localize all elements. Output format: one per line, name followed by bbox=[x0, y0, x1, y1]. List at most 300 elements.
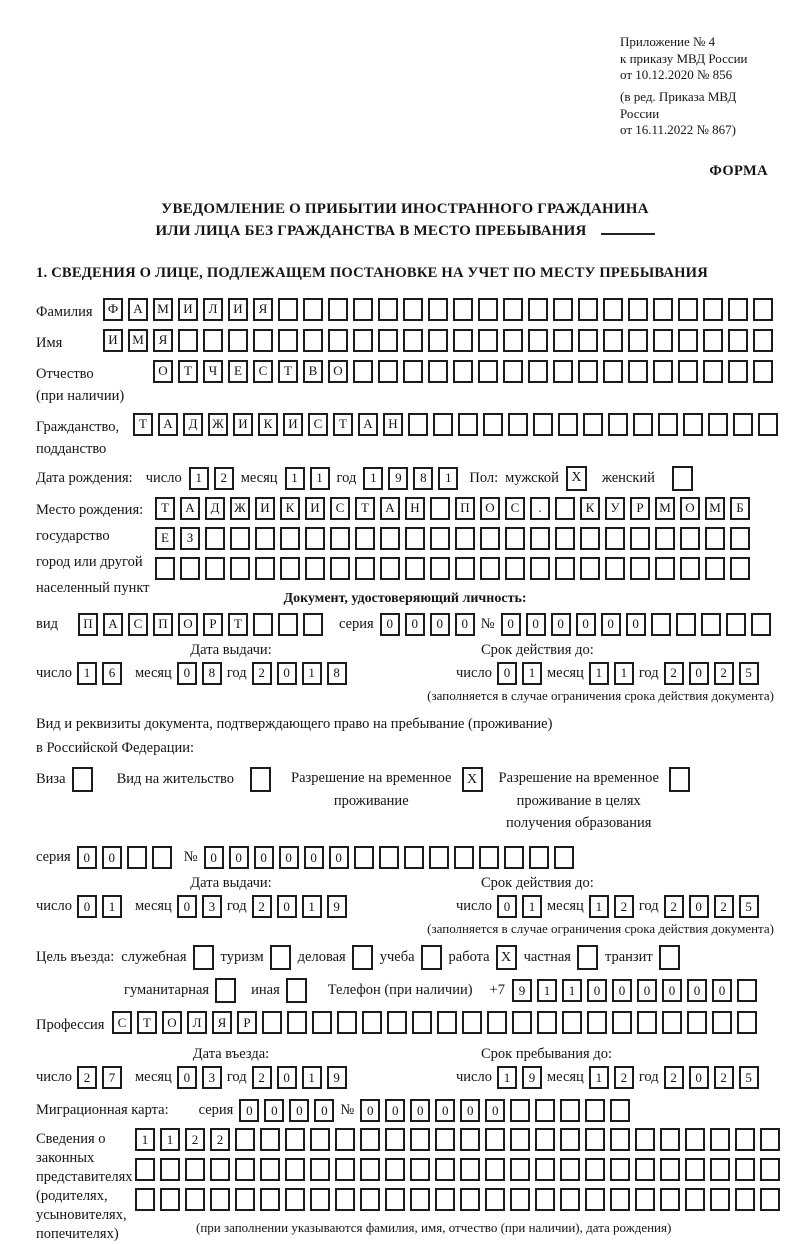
char-cell[interactable] bbox=[760, 1128, 780, 1151]
char-cell[interactable] bbox=[460, 1188, 480, 1211]
char-cell[interactable]: О bbox=[480, 497, 500, 520]
char-cell[interactable]: И bbox=[255, 497, 275, 520]
char-cell[interactable] bbox=[735, 1158, 755, 1181]
char-cell[interactable]: О bbox=[680, 497, 700, 520]
char-cell[interactable] bbox=[578, 329, 598, 352]
char-cell[interactable] bbox=[728, 329, 748, 352]
char-cell[interactable]: 1 bbox=[562, 979, 582, 1002]
char-cell[interactable] bbox=[478, 298, 498, 321]
char-cell[interactable] bbox=[285, 1128, 305, 1151]
char-cell[interactable] bbox=[560, 1128, 580, 1151]
char-cell[interactable] bbox=[430, 497, 450, 520]
char-cell[interactable] bbox=[528, 360, 548, 383]
char-cell[interactable] bbox=[335, 1128, 355, 1151]
char-cell[interactable] bbox=[462, 1011, 482, 1034]
char-cell[interactable] bbox=[387, 1011, 407, 1034]
purpose-private-checkbox[interactable] bbox=[577, 945, 598, 970]
char-cell[interactable] bbox=[287, 1011, 307, 1034]
char-cell[interactable]: 1 bbox=[589, 1066, 609, 1089]
char-cell[interactable] bbox=[730, 557, 750, 580]
char-cell[interactable]: 0 bbox=[77, 895, 97, 918]
char-cell[interactable] bbox=[633, 413, 653, 436]
char-cell[interactable] bbox=[385, 1188, 405, 1211]
char-cell[interactable] bbox=[630, 527, 650, 550]
char-cell[interactable]: 0 bbox=[254, 846, 274, 869]
char-cell[interactable]: И bbox=[305, 497, 325, 520]
char-cell[interactable] bbox=[260, 1158, 280, 1181]
char-cell[interactable]: 0 bbox=[289, 1099, 309, 1122]
char-cell[interactable]: А bbox=[358, 413, 378, 436]
char-cell[interactable] bbox=[353, 298, 373, 321]
char-cell[interactable] bbox=[510, 1158, 530, 1181]
char-cell[interactable]: Я bbox=[253, 298, 273, 321]
char-cell[interactable]: Н bbox=[405, 497, 425, 520]
char-cell[interactable]: Д bbox=[205, 497, 225, 520]
char-cell[interactable] bbox=[235, 1158, 255, 1181]
char-cell[interactable]: 0 bbox=[204, 846, 224, 869]
char-cell[interactable]: 1 bbox=[363, 467, 383, 490]
char-cell[interactable] bbox=[428, 298, 448, 321]
char-cell[interactable] bbox=[479, 846, 499, 869]
char-cell[interactable]: 2 bbox=[252, 662, 272, 685]
char-cell[interactable] bbox=[610, 1128, 630, 1151]
char-cell[interactable] bbox=[630, 557, 650, 580]
char-cell[interactable] bbox=[305, 557, 325, 580]
char-cell[interactable] bbox=[578, 360, 598, 383]
char-cell[interactable] bbox=[310, 1188, 330, 1211]
char-cell[interactable]: А bbox=[128, 298, 148, 321]
char-cell[interactable]: А bbox=[380, 497, 400, 520]
char-cell[interactable] bbox=[410, 1188, 430, 1211]
char-cell[interactable]: С bbox=[128, 613, 148, 636]
char-cell[interactable] bbox=[603, 298, 623, 321]
char-cell[interactable] bbox=[726, 613, 746, 636]
char-cell[interactable]: 0 bbox=[277, 895, 297, 918]
char-cell[interactable] bbox=[510, 1128, 530, 1151]
char-cell[interactable] bbox=[355, 557, 375, 580]
char-cell[interactable]: 1 bbox=[302, 1066, 322, 1089]
char-cell[interactable]: Л bbox=[203, 298, 223, 321]
char-cell[interactable] bbox=[429, 846, 449, 869]
char-cell[interactable] bbox=[660, 1188, 680, 1211]
char-cell[interactable]: 0 bbox=[229, 846, 249, 869]
char-cell[interactable]: К bbox=[580, 497, 600, 520]
char-cell[interactable]: 1 bbox=[497, 1066, 517, 1089]
char-cell[interactable] bbox=[478, 360, 498, 383]
char-cell[interactable] bbox=[528, 298, 548, 321]
char-cell[interactable]: 2 bbox=[664, 895, 684, 918]
char-cell[interactable]: 0 bbox=[430, 613, 450, 636]
char-cell[interactable]: 0 bbox=[385, 1099, 405, 1122]
char-cell[interactable] bbox=[678, 360, 698, 383]
purpose-business-checkbox[interactable] bbox=[352, 945, 373, 970]
char-cell[interactable]: 1 bbox=[589, 662, 609, 685]
char-cell[interactable]: 0 bbox=[102, 846, 122, 869]
char-cell[interactable] bbox=[328, 298, 348, 321]
char-cell[interactable]: Т bbox=[278, 360, 298, 383]
char-cell[interactable] bbox=[735, 1188, 755, 1211]
char-cell[interactable]: 0 bbox=[576, 613, 596, 636]
char-cell[interactable]: П bbox=[455, 497, 475, 520]
char-cell[interactable] bbox=[478, 329, 498, 352]
char-cell[interactable] bbox=[460, 1158, 480, 1181]
char-cell[interactable] bbox=[360, 1188, 380, 1211]
char-cell[interactable] bbox=[710, 1128, 730, 1151]
char-cell[interactable]: 0 bbox=[279, 846, 299, 869]
char-cell[interactable]: Р bbox=[237, 1011, 257, 1034]
char-cell[interactable] bbox=[305, 527, 325, 550]
purpose-official-checkbox[interactable] bbox=[193, 945, 214, 970]
char-cell[interactable]: 0 bbox=[612, 979, 632, 1002]
char-cell[interactable] bbox=[378, 329, 398, 352]
char-cell[interactable] bbox=[385, 1128, 405, 1151]
char-cell[interactable]: О bbox=[162, 1011, 182, 1034]
char-cell[interactable] bbox=[379, 846, 399, 869]
char-cell[interactable] bbox=[553, 298, 573, 321]
char-cell[interactable] bbox=[760, 1188, 780, 1211]
char-cell[interactable] bbox=[210, 1158, 230, 1181]
char-cell[interactable] bbox=[635, 1188, 655, 1211]
char-cell[interactable]: 0 bbox=[329, 846, 349, 869]
char-cell[interactable]: 3 bbox=[202, 895, 222, 918]
char-cell[interactable]: 3 bbox=[202, 1066, 222, 1089]
char-cell[interactable] bbox=[205, 527, 225, 550]
char-cell[interactable] bbox=[753, 360, 773, 383]
char-cell[interactable]: 0 bbox=[587, 979, 607, 1002]
char-cell[interactable] bbox=[537, 1011, 557, 1034]
char-cell[interactable] bbox=[628, 329, 648, 352]
sex-male-checkbox[interactable]: X bbox=[566, 466, 587, 491]
char-cell[interactable] bbox=[505, 527, 525, 550]
char-cell[interactable] bbox=[337, 1011, 357, 1034]
char-cell[interactable]: 1 bbox=[537, 979, 557, 1002]
char-cell[interactable] bbox=[608, 413, 628, 436]
char-cell[interactable] bbox=[580, 527, 600, 550]
char-cell[interactable] bbox=[585, 1099, 605, 1122]
char-cell[interactable] bbox=[751, 613, 771, 636]
char-cell[interactable] bbox=[160, 1188, 180, 1211]
char-cell[interactable]: 0 bbox=[712, 979, 732, 1002]
char-cell[interactable] bbox=[485, 1188, 505, 1211]
char-cell[interactable] bbox=[655, 527, 675, 550]
char-cell[interactable] bbox=[680, 557, 700, 580]
char-cell[interactable] bbox=[703, 298, 723, 321]
char-cell[interactable]: М bbox=[655, 497, 675, 520]
char-cell[interactable] bbox=[685, 1158, 705, 1181]
char-cell[interactable]: С bbox=[505, 497, 525, 520]
char-cell[interactable]: И bbox=[228, 298, 248, 321]
char-cell[interactable] bbox=[404, 846, 424, 869]
char-cell[interactable]: Т bbox=[155, 497, 175, 520]
char-cell[interactable] bbox=[678, 298, 698, 321]
char-cell[interactable]: Ф bbox=[103, 298, 123, 321]
char-cell[interactable] bbox=[135, 1188, 155, 1211]
char-cell[interactable]: И bbox=[283, 413, 303, 436]
char-cell[interactable] bbox=[603, 329, 623, 352]
char-cell[interactable] bbox=[255, 527, 275, 550]
char-cell[interactable]: И bbox=[233, 413, 253, 436]
char-cell[interactable] bbox=[303, 329, 323, 352]
char-cell[interactable] bbox=[676, 613, 696, 636]
char-cell[interactable] bbox=[335, 1188, 355, 1211]
char-cell[interactable]: 0 bbox=[689, 1066, 709, 1089]
char-cell[interactable] bbox=[210, 1188, 230, 1211]
char-cell[interactable] bbox=[480, 527, 500, 550]
char-cell[interactable]: 1 bbox=[302, 895, 322, 918]
char-cell[interactable]: 8 bbox=[202, 662, 222, 685]
char-cell[interactable]: 8 bbox=[413, 467, 433, 490]
char-cell[interactable] bbox=[512, 1011, 532, 1034]
char-cell[interactable]: М bbox=[153, 298, 173, 321]
char-cell[interactable] bbox=[280, 557, 300, 580]
char-cell[interactable]: А bbox=[158, 413, 178, 436]
char-cell[interactable] bbox=[328, 329, 348, 352]
char-cell[interactable] bbox=[578, 298, 598, 321]
char-cell[interactable] bbox=[753, 329, 773, 352]
char-cell[interactable] bbox=[485, 1158, 505, 1181]
char-cell[interactable]: 0 bbox=[360, 1099, 380, 1122]
char-cell[interactable] bbox=[660, 1158, 680, 1181]
char-cell[interactable] bbox=[353, 360, 373, 383]
char-cell[interactable] bbox=[310, 1158, 330, 1181]
char-cell[interactable] bbox=[260, 1128, 280, 1151]
char-cell[interactable] bbox=[553, 329, 573, 352]
char-cell[interactable] bbox=[278, 298, 298, 321]
char-cell[interactable]: Е bbox=[228, 360, 248, 383]
char-cell[interactable]: 0 bbox=[497, 895, 517, 918]
char-cell[interactable]: О bbox=[153, 360, 173, 383]
char-cell[interactable] bbox=[585, 1188, 605, 1211]
char-cell[interactable]: 0 bbox=[314, 1099, 334, 1122]
char-cell[interactable] bbox=[410, 1158, 430, 1181]
char-cell[interactable] bbox=[535, 1099, 555, 1122]
char-cell[interactable]: 7 bbox=[102, 1066, 122, 1089]
char-cell[interactable]: К bbox=[258, 413, 278, 436]
char-cell[interactable] bbox=[660, 1128, 680, 1151]
char-cell[interactable]: 0 bbox=[526, 613, 546, 636]
char-cell[interactable] bbox=[758, 413, 778, 436]
char-cell[interactable] bbox=[508, 413, 528, 436]
char-cell[interactable] bbox=[610, 1158, 630, 1181]
char-cell[interactable] bbox=[455, 527, 475, 550]
char-cell[interactable]: 9 bbox=[522, 1066, 542, 1089]
char-cell[interactable] bbox=[453, 329, 473, 352]
char-cell[interactable] bbox=[535, 1158, 555, 1181]
char-cell[interactable]: 1 bbox=[589, 895, 609, 918]
temp-residence-education-checkbox[interactable] bbox=[669, 767, 690, 792]
char-cell[interactable] bbox=[505, 557, 525, 580]
char-cell[interactable] bbox=[255, 557, 275, 580]
char-cell[interactable] bbox=[360, 1158, 380, 1181]
char-cell[interactable] bbox=[178, 329, 198, 352]
char-cell[interactable] bbox=[330, 557, 350, 580]
char-cell[interactable]: М bbox=[705, 497, 725, 520]
char-cell[interactable] bbox=[510, 1099, 530, 1122]
char-cell[interactable] bbox=[653, 360, 673, 383]
char-cell[interactable] bbox=[504, 846, 524, 869]
char-cell[interactable]: 1 bbox=[522, 895, 542, 918]
char-cell[interactable]: Ч bbox=[203, 360, 223, 383]
char-cell[interactable] bbox=[155, 557, 175, 580]
char-cell[interactable] bbox=[435, 1128, 455, 1151]
char-cell[interactable]: С bbox=[308, 413, 328, 436]
char-cell[interactable] bbox=[433, 413, 453, 436]
char-cell[interactable]: П bbox=[153, 613, 173, 636]
char-cell[interactable]: 5 bbox=[739, 1066, 759, 1089]
char-cell[interactable] bbox=[303, 298, 323, 321]
char-cell[interactable]: К bbox=[280, 497, 300, 520]
char-cell[interactable] bbox=[555, 557, 575, 580]
char-cell[interactable]: С bbox=[253, 360, 273, 383]
char-cell[interactable]: Е bbox=[155, 527, 175, 550]
char-cell[interactable] bbox=[662, 1011, 682, 1034]
char-cell[interactable]: 1 bbox=[135, 1128, 155, 1151]
char-cell[interactable]: 2 bbox=[252, 895, 272, 918]
char-cell[interactable]: 1 bbox=[189, 467, 209, 490]
char-cell[interactable] bbox=[710, 1188, 730, 1211]
char-cell[interactable]: 1 bbox=[77, 662, 97, 685]
sex-female-checkbox[interactable] bbox=[672, 466, 693, 491]
char-cell[interactable] bbox=[205, 557, 225, 580]
char-cell[interactable] bbox=[152, 846, 172, 869]
char-cell[interactable] bbox=[260, 1188, 280, 1211]
char-cell[interactable] bbox=[278, 613, 298, 636]
char-cell[interactable] bbox=[353, 329, 373, 352]
char-cell[interactable] bbox=[458, 413, 478, 436]
char-cell[interactable] bbox=[533, 413, 553, 436]
char-cell[interactable]: 0 bbox=[637, 979, 657, 1002]
char-cell[interactable]: 0 bbox=[239, 1099, 259, 1122]
char-cell[interactable] bbox=[653, 329, 673, 352]
char-cell[interactable]: 9 bbox=[512, 979, 532, 1002]
char-cell[interactable]: З bbox=[180, 527, 200, 550]
char-cell[interactable] bbox=[285, 1158, 305, 1181]
char-cell[interactable] bbox=[235, 1188, 255, 1211]
char-cell[interactable] bbox=[405, 527, 425, 550]
char-cell[interactable] bbox=[485, 1128, 505, 1151]
char-cell[interactable] bbox=[708, 413, 728, 436]
char-cell[interactable] bbox=[454, 846, 474, 869]
char-cell[interactable] bbox=[605, 557, 625, 580]
char-cell[interactable]: Ж bbox=[230, 497, 250, 520]
char-cell[interactable] bbox=[262, 1011, 282, 1034]
char-cell[interactable] bbox=[710, 1158, 730, 1181]
char-cell[interactable] bbox=[430, 557, 450, 580]
char-cell[interactable] bbox=[412, 1011, 432, 1034]
char-cell[interactable]: В bbox=[303, 360, 323, 383]
char-cell[interactable] bbox=[380, 527, 400, 550]
char-cell[interactable] bbox=[610, 1188, 630, 1211]
residence-permit-checkbox[interactable] bbox=[250, 767, 271, 792]
char-cell[interactable]: О bbox=[178, 613, 198, 636]
purpose-humanitarian-checkbox[interactable] bbox=[215, 978, 236, 1003]
char-cell[interactable] bbox=[535, 1188, 555, 1211]
char-cell[interactable]: 6 bbox=[102, 662, 122, 685]
char-cell[interactable]: П bbox=[78, 613, 98, 636]
char-cell[interactable]: 2 bbox=[614, 1066, 634, 1089]
char-cell[interactable]: 0 bbox=[177, 662, 197, 685]
char-cell[interactable] bbox=[685, 1188, 705, 1211]
char-cell[interactable] bbox=[503, 360, 523, 383]
char-cell[interactable]: 2 bbox=[185, 1128, 205, 1151]
char-cell[interactable]: Н bbox=[383, 413, 403, 436]
char-cell[interactable]: Т bbox=[228, 613, 248, 636]
char-cell[interactable]: 0 bbox=[662, 979, 682, 1002]
char-cell[interactable]: 0 bbox=[485, 1099, 505, 1122]
char-cell[interactable]: 0 bbox=[405, 613, 425, 636]
char-cell[interactable]: 0 bbox=[177, 1066, 197, 1089]
char-cell[interactable]: 0 bbox=[501, 613, 521, 636]
char-cell[interactable]: 0 bbox=[601, 613, 621, 636]
char-cell[interactable]: 1 bbox=[438, 467, 458, 490]
purpose-work-checkbox[interactable]: X bbox=[496, 945, 517, 970]
char-cell[interactable] bbox=[378, 360, 398, 383]
char-cell[interactable]: . bbox=[530, 497, 550, 520]
char-cell[interactable]: Д bbox=[183, 413, 203, 436]
char-cell[interactable]: 0 bbox=[380, 613, 400, 636]
char-cell[interactable] bbox=[610, 1099, 630, 1122]
char-cell[interactable] bbox=[405, 557, 425, 580]
char-cell[interactable] bbox=[560, 1188, 580, 1211]
char-cell[interactable] bbox=[735, 1128, 755, 1151]
char-cell[interactable]: Р bbox=[630, 497, 650, 520]
char-cell[interactable] bbox=[403, 329, 423, 352]
char-cell[interactable] bbox=[528, 329, 548, 352]
char-cell[interactable]: А bbox=[180, 497, 200, 520]
char-cell[interactable]: 0 bbox=[435, 1099, 455, 1122]
char-cell[interactable] bbox=[228, 329, 248, 352]
char-cell[interactable]: С bbox=[330, 497, 350, 520]
char-cell[interactable]: И bbox=[103, 329, 123, 352]
char-cell[interactable]: 1 bbox=[522, 662, 542, 685]
char-cell[interactable]: 2 bbox=[252, 1066, 272, 1089]
char-cell[interactable] bbox=[453, 360, 473, 383]
char-cell[interactable] bbox=[685, 1128, 705, 1151]
char-cell[interactable]: 0 bbox=[277, 662, 297, 685]
char-cell[interactable]: 2 bbox=[714, 895, 734, 918]
char-cell[interactable] bbox=[603, 360, 623, 383]
char-cell[interactable] bbox=[278, 329, 298, 352]
char-cell[interactable] bbox=[658, 413, 678, 436]
char-cell[interactable] bbox=[628, 360, 648, 383]
char-cell[interactable] bbox=[683, 413, 703, 436]
char-cell[interactable] bbox=[678, 329, 698, 352]
char-cell[interactable] bbox=[628, 298, 648, 321]
char-cell[interactable] bbox=[160, 1158, 180, 1181]
char-cell[interactable] bbox=[535, 1128, 555, 1151]
char-cell[interactable]: У bbox=[605, 497, 625, 520]
char-cell[interactable] bbox=[703, 329, 723, 352]
char-cell[interactable] bbox=[612, 1011, 632, 1034]
char-cell[interactable]: Л bbox=[187, 1011, 207, 1034]
purpose-study-checkbox[interactable] bbox=[421, 945, 442, 970]
char-cell[interactable] bbox=[453, 298, 473, 321]
char-cell[interactable] bbox=[635, 1158, 655, 1181]
char-cell[interactable]: 2 bbox=[714, 662, 734, 685]
char-cell[interactable] bbox=[378, 298, 398, 321]
char-cell[interactable] bbox=[560, 1158, 580, 1181]
char-cell[interactable] bbox=[430, 527, 450, 550]
char-cell[interactable] bbox=[428, 360, 448, 383]
char-cell[interactable]: И bbox=[178, 298, 198, 321]
char-cell[interactable] bbox=[362, 1011, 382, 1034]
char-cell[interactable] bbox=[580, 557, 600, 580]
char-cell[interactable] bbox=[127, 846, 147, 869]
char-cell[interactable]: 1 bbox=[614, 662, 634, 685]
char-cell[interactable]: 2 bbox=[714, 1066, 734, 1089]
char-cell[interactable] bbox=[558, 413, 578, 436]
char-cell[interactable] bbox=[330, 527, 350, 550]
